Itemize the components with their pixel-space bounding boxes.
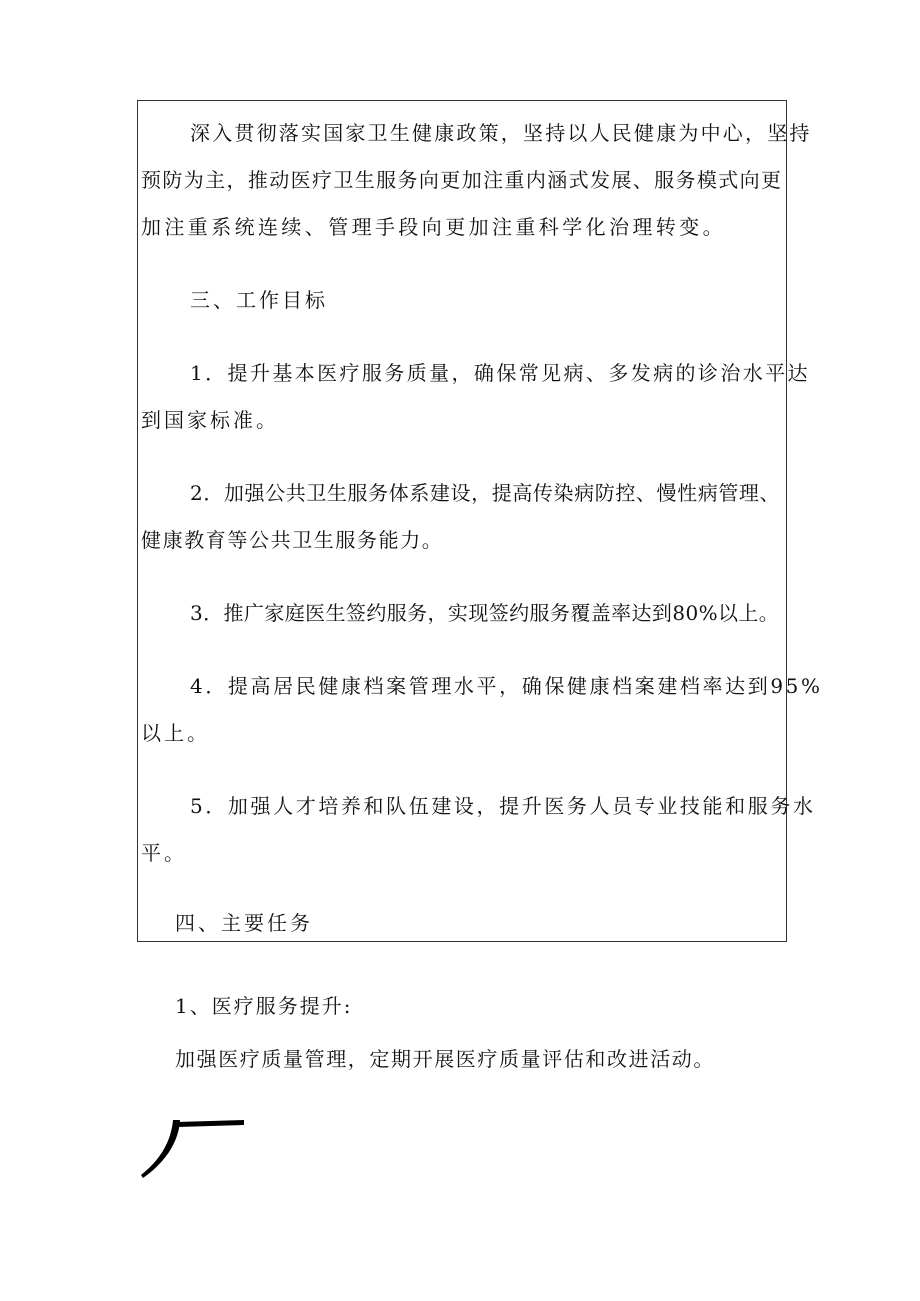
goal-4-line-1: 4．提高居民健康档案管理水平，确保健康档案建档率达到95% [190, 674, 823, 698]
section-4-heading: 四、主要任务 [175, 911, 313, 935]
goal-4-line-2: 以上。 [141, 721, 210, 745]
goal-5-line-1: 5．加强人才培养和队伍建设，提升医务人员专业技能和服务水 [190, 794, 816, 818]
goal-2-line-1: 2．加强公共卫生服务体系建设，提高传染病防控、慢性病管理、 [190, 481, 781, 505]
intro-line-2 [141, 168, 781, 192]
intro-line-1: 深入贯彻落实国家卫生健康政策，坚持以人民健康为中心，坚持 [190, 121, 812, 145]
partial-glyph-fragment [140, 1116, 250, 1180]
intro-line-2-text: 预防为主，推动医疗卫生服务向更加注重内涵式发展、服务模式向更 [141, 168, 781, 192]
goal-2-line-2: 健康教育等公共卫生服务能力。 [141, 528, 444, 552]
task-1-heading: 1、医疗服务提升: [175, 994, 353, 1018]
task-1-text: 加强医疗质量管理，定期开展医疗质量评估和改进活动。 [175, 1047, 715, 1071]
section-3-heading: 三、工作目标 [190, 288, 328, 312]
goal-1-line-1: 1．提升基本医疗服务质量，确保常见病、多发病的诊治水平达 [190, 361, 810, 385]
intro-line-3: 加注重系统连续、管理手段向更加注重科学化治理转变。 [141, 215, 726, 239]
goal-3-line-1: 3．推广家庭医生签约服务，实现签约服务覆盖率达到80%以上。 [190, 601, 780, 625]
goal-5-line-2: 平。 [141, 841, 187, 865]
goal-1-line-2: 到国家标准。 [141, 408, 279, 432]
